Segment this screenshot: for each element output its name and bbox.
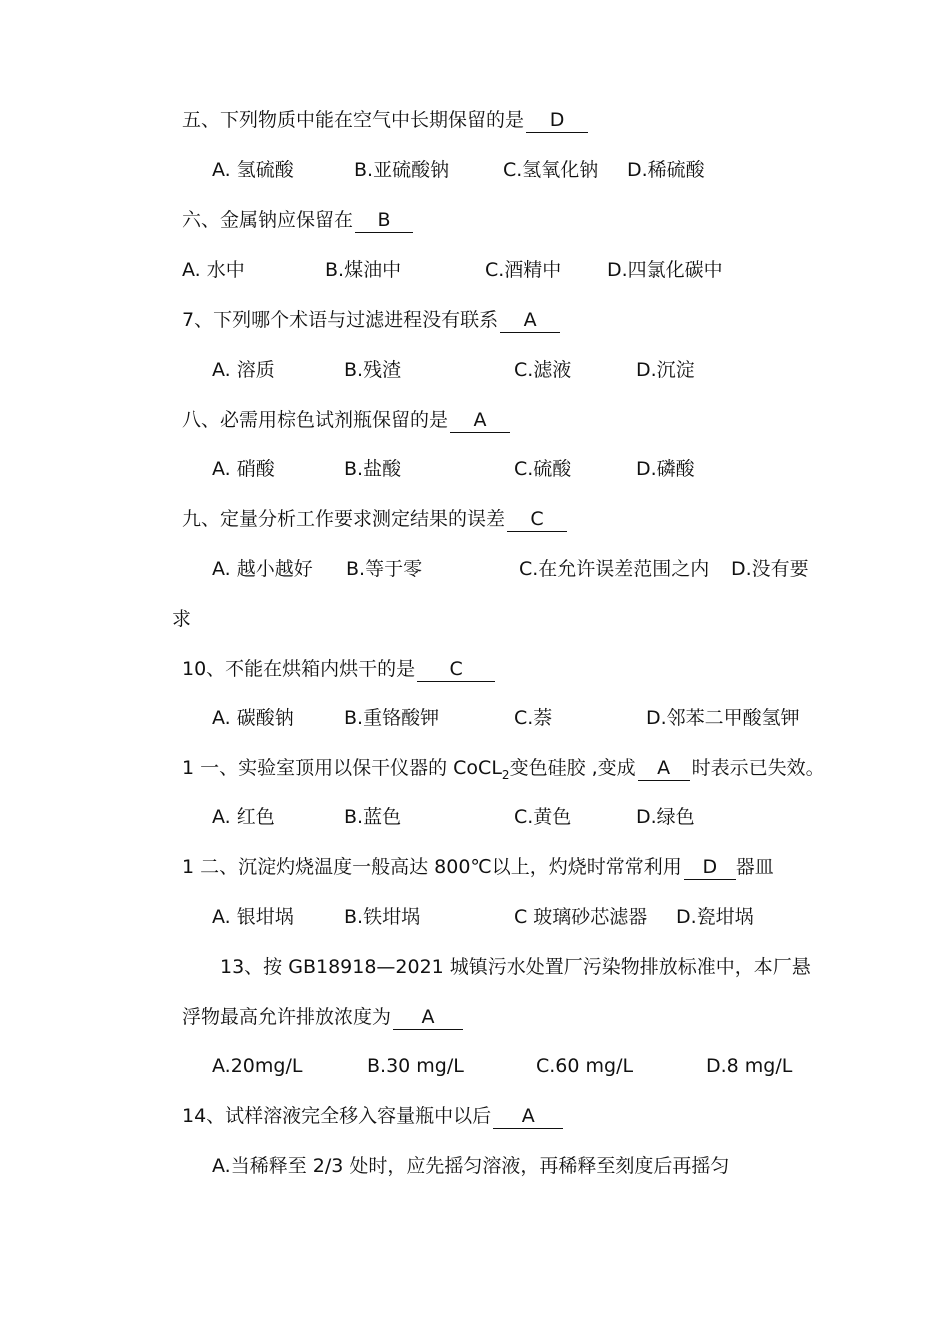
question-8-prompt [182,406,510,434]
option-d-wrap: 求 [172,608,192,630]
question-tail: 器皿 [735,856,774,878]
question-10-prompt [182,655,495,683]
option-b: B.等于零 [346,558,423,580]
question-13-prompt-line2 [182,1003,463,1031]
option-a: A. 溶质 [212,359,275,381]
option-b: B.盐酸 [344,458,402,480]
question-text: 10、不能在烘箱内烘干的是 [182,658,416,680]
answer-blank: A [450,408,510,433]
option-d: D.磷酸 [636,458,695,480]
question-9-prompt [182,505,567,533]
question-5-prompt [182,106,588,134]
question-14-option-a: A.当稀释至 2/3 处时，应先摇匀溶液，再稀释至刻度后再摇匀 [212,1155,730,1177]
option-a: A. 氢硫酸 [212,159,294,181]
option-d: D.绿色 [636,806,695,828]
answer-blank: B [355,208,413,233]
question-text: 1 二、沉淀灼烧温度一般高达 800℃以上，灼烧时常常利用 [182,856,682,878]
option-c: C.酒精中 [485,259,562,281]
option-b: B.亚硫酸钠 [354,159,450,181]
answer-blank: C [417,657,495,682]
option-a: A. 硝酸 [212,458,275,480]
answer-blank: D [684,855,736,880]
option-c: C.在允许误差范围之内 [519,558,710,580]
option-a: A. 越小越好 [212,558,313,580]
option-b: B.重铬酸钾 [344,707,440,729]
option-b: B.30 mg/L [367,1055,464,1077]
option-d: D.8 mg/L [706,1055,793,1077]
option-d: D.四氯化碳中 [607,259,723,281]
option-a: A. 碳酸钠 [212,707,294,729]
question-6-prompt [182,206,413,234]
option-c: C.滤液 [514,359,572,381]
option-d: D.邻苯二甲酸氢钾 [646,707,800,729]
answer-blank: D [526,108,588,133]
option-c: C.氢氧化钠 [503,159,599,181]
question-12-prompt [182,853,774,881]
answer-blank: A [393,1005,463,1030]
question-text: 浮物最高允许排放浓度为 [182,1006,392,1028]
question-text: 五、下列物质中能在空气中长期保留的是 [182,109,525,131]
option-c: C.60 mg/L [536,1055,634,1077]
option-d: D.没有要 [731,558,809,580]
question-14-prompt [182,1102,563,1130]
option-b: B.残渣 [344,359,402,381]
option-c: C.硫酸 [514,458,572,480]
option-d: D.瓷坩埚 [676,906,754,928]
question-text: 7、下列哪个术语与过滤进程没有联系 [182,309,499,331]
question-tail: 时表示已失效。 [691,757,825,779]
option-c: C.黄色 [514,806,572,828]
question-text: 1 一、实验室顶用以保干仪器的 CoCL [182,757,502,779]
subscript: 2 [501,768,510,782]
question-text: 14、试样溶液完全移入容量瓶中以后 [182,1105,492,1127]
option-d: D.沉淀 [636,359,695,381]
question-text: 九、定量分析工作要求测定结果的误差 [182,508,506,530]
answer-blank: A [493,1104,563,1129]
answer-blank: A [500,308,560,333]
option-b: B.铁坩埚 [344,906,421,928]
answer-blank: C [507,507,567,532]
option-a: A. 银坩埚 [212,906,294,928]
option-b: B.煤油中 [325,259,402,281]
option-b: B.蓝色 [344,806,402,828]
option-a: A. 水中 [182,259,245,281]
question-11-prompt [182,754,825,789]
option-a: A. 红色 [212,806,275,828]
answer-blank: A [638,756,690,781]
option-c: C 玻璃砂芯滤器 [514,906,648,928]
question-text: 六、金属钠应保留在 [182,209,354,231]
question-text-cont: 变色硅胶 ,变成 [509,757,636,779]
question-text: 八、必需用棕色试剂瓶保留的是 [182,409,449,431]
question-7-prompt [182,306,560,334]
option-d: D.稀硫酸 [627,159,705,181]
option-a: A.20mg/L [212,1055,303,1077]
question-13-prompt-line1: 13、按 GB18918—2021 城镇污水处置厂污染物排放标准中，本厂悬 [220,956,811,978]
option-c: C.萘 [514,707,553,729]
